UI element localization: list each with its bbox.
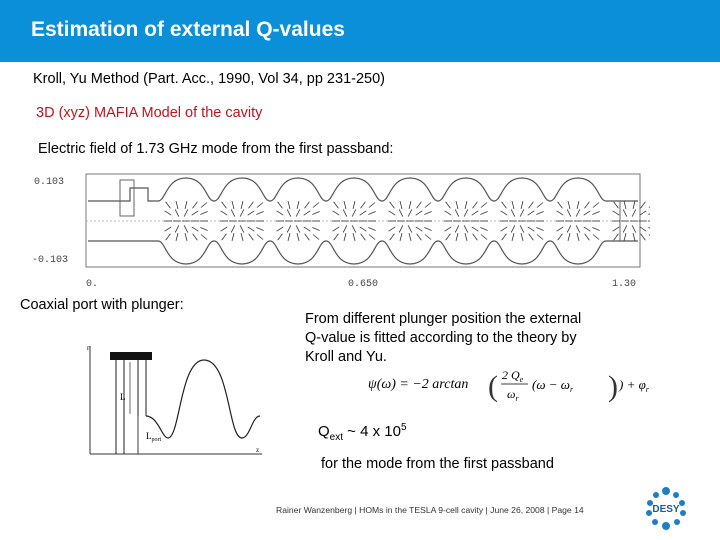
r-axis-label: r	[87, 344, 90, 352]
reference-text: Kroll, Yu Method (Part. Acc., 1990, Vol 34, pp 231-250)	[33, 71, 385, 87]
port-length-label: $L_{port}$	[146, 431, 162, 443]
formula-tail: ) + $\varphi_r$	[619, 377, 649, 394]
field-arrow	[649, 203, 650, 208]
formula-numerator: 2 $Q_e$	[502, 368, 524, 384]
electric-field-plot	[30, 168, 650, 290]
z-axis-label: z	[256, 446, 260, 454]
field-arrow	[649, 235, 650, 240]
x-tick-end: 1.30	[612, 279, 637, 290]
y-tick-top: 0.103	[34, 177, 65, 188]
formula-middle: ($\omega - \omega_r$	[532, 377, 574, 394]
formula-denominator: $\omega_r$	[507, 387, 519, 403]
field-arrow	[648, 228, 650, 231]
plunger-block	[110, 352, 152, 360]
description-line: Q-value is fitted according to the theory by	[305, 330, 577, 346]
formula-right-paren: )	[608, 370, 618, 403]
coax-caption: Coaxial port with plunger:	[20, 297, 184, 313]
field-arrow	[648, 212, 650, 215]
field-arrow	[640, 227, 647, 231]
field-arrow	[641, 202, 646, 208]
field-arrow	[640, 211, 647, 215]
footer-text: Rainer Wanzenberg | HOMs in the TESLA 9-cell cavity | June 26, 2008 | Page 14	[276, 505, 584, 515]
description-line: From different plunger position the external	[305, 311, 582, 327]
y-tick-bottom: -0.103	[32, 255, 69, 266]
title-bar	[0, 0, 720, 62]
model-text: 3D (xyz) MAFIA Model of the cavity	[36, 105, 263, 121]
qext-value: $Q_{ext}$ ~ 4 x $10^5$	[318, 422, 407, 443]
slide-title: Estimation of external Q-values	[31, 18, 345, 41]
formula-lhs: ψ(ω) = −2 arctan	[368, 377, 469, 392]
description-line: Kroll and Yu.	[305, 349, 387, 365]
x-tick-mid: 0.650	[348, 279, 379, 290]
plunger-length-label: L	[120, 392, 126, 402]
desy-logo-text: DESY	[652, 504, 680, 515]
cavity-profile	[146, 360, 260, 438]
formula-left-paren: (	[488, 370, 498, 403]
field-arrow	[641, 234, 646, 240]
desy-logo	[638, 484, 694, 532]
field-caption: Electric field of 1.73 GHz mode from the first passband:	[38, 141, 394, 157]
passband-note: for the mode from the first passband	[321, 456, 554, 472]
coaxial-port-diagram	[80, 340, 270, 460]
x-tick-start: 0.	[86, 279, 99, 290]
kroll-yu-formula	[368, 362, 668, 406]
